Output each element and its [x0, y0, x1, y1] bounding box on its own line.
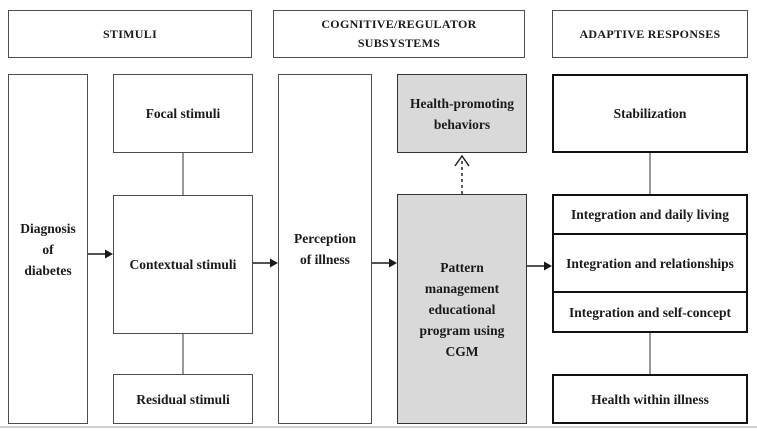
box-health-promoting-behaviors: [397, 74, 527, 153]
integration-self-concept-label: Integration and self-concept: [569, 304, 731, 320]
box-diagnosis-of-diabetes: [8, 74, 88, 424]
box-health-within-illness: [552, 374, 748, 424]
pattern-line3: educational: [428, 301, 496, 317]
diagnosis-line3: diabetes: [24, 262, 72, 278]
contextual-stimuli-label: Contextual stimuli: [129, 257, 237, 272]
pattern-line5: CGM: [445, 343, 479, 359]
box-pattern-management-program: [397, 194, 527, 424]
health-within-illness-label: Health within illness: [591, 391, 709, 407]
integration-daily-living-label: Integration and daily living: [571, 206, 729, 222]
header-adaptive-responses: [552, 10, 748, 58]
header-stimuli: [8, 10, 252, 58]
arrow-diagnosis-to-contextual: [88, 250, 113, 259]
box-focal-stimuli: [113, 74, 253, 153]
box-integration-relationships: [554, 233, 746, 292]
box-stabilization: [552, 74, 748, 153]
health-promoting-line1: Health-promoting: [410, 95, 514, 111]
box-integration-daily-living: [554, 196, 746, 233]
pattern-line2: management: [424, 280, 500, 296]
box-contextual-stimuli: [113, 195, 253, 334]
header-cognitive-line1: COGNITIVE/REGULATOR: [321, 17, 477, 31]
header-stimuli-label: STIMULI: [102, 26, 158, 41]
box-integration-self-concept: [554, 291, 746, 331]
arrow-contextual-to-perception: [253, 259, 278, 268]
box-perception-of-illness: [278, 74, 372, 424]
pattern-line4: program using: [419, 322, 505, 338]
box-residual-stimuli: [113, 374, 253, 424]
arrow-perception-to-pattern: [372, 259, 397, 268]
header-cognitive-regulator-subsystems: [273, 10, 525, 58]
header-adaptive-label: ADAPTIVE RESPONSES: [579, 26, 721, 41]
stabilization-label: Stabilization: [613, 106, 687, 121]
arrow-dashed-pattern-to-health-promoting: [455, 156, 469, 194]
residual-stimuli-label: Residual stimuli: [136, 391, 230, 407]
diagnosis-line2: of: [42, 241, 54, 257]
header-cognitive-line2: SUBSYSTEMS: [357, 36, 441, 50]
figure-bottom-rule: [0, 426, 757, 428]
perception-line2: of illness: [300, 252, 350, 267]
box-integration-stack: [552, 194, 748, 333]
arrow-pattern-to-integration: [527, 262, 552, 271]
diagnosis-line1: Diagnosis: [20, 220, 76, 236]
integration-relationships-label: Integration and relationships: [566, 255, 734, 271]
health-promoting-line2: behaviors: [433, 116, 491, 132]
perception-line1: Perception: [294, 231, 356, 246]
pattern-line1: Pattern: [440, 259, 484, 275]
focal-stimuli-label: Focal stimuli: [145, 106, 221, 121]
